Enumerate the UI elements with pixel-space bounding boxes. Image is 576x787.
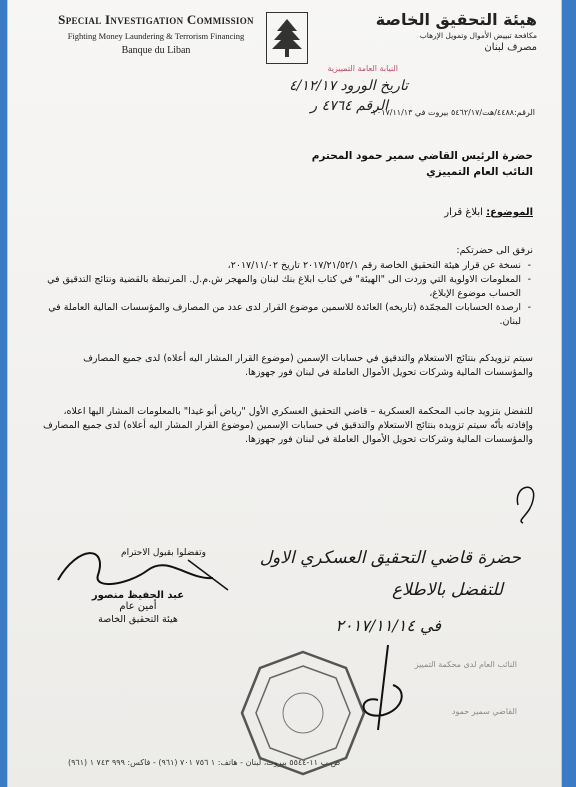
attachments-list (43, 259, 533, 329)
closing-text: وتفضلوا بقبول الاحترام (121, 548, 206, 558)
english-bank-name: Banque du Liban (121, 45, 191, 56)
faint-text-2: القاضي سمير حمود (451, 707, 517, 716)
paragraph-1: سيتم تزويدكم بنتائج الاستعلام والتدقيق في حسابات الإسمين (موضوع القرار المشار اليه أعلاه) لدى جميع المصارف والمؤسسات المالية وشركات تحويل الأموال العاملة في لبنان فور جهوزها. (83, 353, 533, 378)
english-title: Special Investigation Commission (58, 12, 254, 27)
document-page (8, 0, 561, 787)
list-item: - ارصدة الحسابات المجمّدة (تاريخه) العائدة للاسمين موضوع القرار لدى عدد من المصارف والمؤسسات المالية العاملة في لبنان. (43, 301, 521, 329)
handwritten-mark-icon (508, 475, 548, 525)
footer-contact: ص.ب ١١-٥٥٤٤ بيروت، لبنان - هاتف: ١ ٧٥٦ ٧٠١ (٩٦١) - فاكس: ٩٩٩ ٧٤٣ ١ (٩٦١) (68, 758, 341, 767)
handwritten-line-2: للتفضل بالاطلاع (392, 580, 503, 600)
paragraph-2: للتفضل بتزويد جانب المحكمة العسكرية – قاضي التحقيق العسكري الأول "رياض أبو غيدا" بالمعلومات المشار اليها اعلاه، وإفادته بأنّه سيتم تزويده بنتائج الاستعلام والتدقيق في حسابات الإسمين (موضوع القرار المشار اليه أعلاه) لدى جميع المصارف والمؤسسات المالية وشركات تحويل الأموال العاملة في لبنان فور جهوزها. (43, 406, 533, 445)
subject-text: ابلاغ قرار (444, 207, 483, 218)
english-subtitle: Fighting Money Laundering & Terrorism Financing (67, 31, 245, 41)
stamp-line-1: النيابة العامة التمييزية (327, 64, 398, 73)
subject-line (444, 207, 533, 218)
handwritten-line-1: حضرة قاضي التحقيق العسكري الاول (259, 548, 521, 568)
arabic-letterhead (357, 10, 537, 53)
list-item: - المعلومات الاولوية التي وردت الى "الهيئة" في كتاب ابلاغ بنك لبنان والمهجر ش.م.ل. المرتبطة بالقضية ونتائج التدقيق في الحساب موضوع الإبلاغ، (43, 273, 521, 301)
english-letterhead (46, 12, 266, 56)
reference-line: الرقم:٤٤٨٨/هت/٥٤٦٢/١٧ بيروت في ٢٠١٧/١١/١٣ (372, 108, 535, 117)
arabic-subtitle: مكافحة تبييض الأموال وتمويل الإرهاب (419, 31, 537, 40)
arabic-title: هيئة التحقيق الخاصة (375, 10, 537, 29)
subject-label: الموضوع: (486, 207, 533, 218)
signatory-organization: هيئة التحقيق الخاصة (98, 614, 178, 625)
signature-block (48, 590, 228, 625)
addressee-name: حضرة الرئيس القاضي سمير حمود المحترم (311, 150, 533, 162)
stamp-line-2: تاريخ الورود ٤/١٢/١٧ (289, 78, 408, 94)
signature-scrawl-icon (348, 640, 418, 740)
signatory-title: أمين عام (119, 601, 157, 612)
cedar-logo-icon (266, 12, 308, 64)
addressee-title: النائب العام التمييزي (426, 166, 533, 178)
intro-text: نرفق الى حضرتكم: (456, 245, 533, 256)
handwritten-line-3: في ٢٠١٧/١١/١٤ (335, 616, 441, 635)
stamp-line-3: الرقم ٤٧٦٤ ر (310, 98, 388, 114)
list-item: - نسخة عن قرار هيئة التحقيق الخاصة رقم ٢٠١٧/٢١/٥٢/١ تاريخ ٢٠١٧/١١/٠٢، (43, 259, 521, 273)
signatory-name: عبد الحفيظ منصور (91, 590, 185, 601)
faint-text-1: النائب العام لدى محكمة التمييز (414, 660, 517, 669)
arabic-bank-name: مصرف لبنان (484, 42, 537, 53)
